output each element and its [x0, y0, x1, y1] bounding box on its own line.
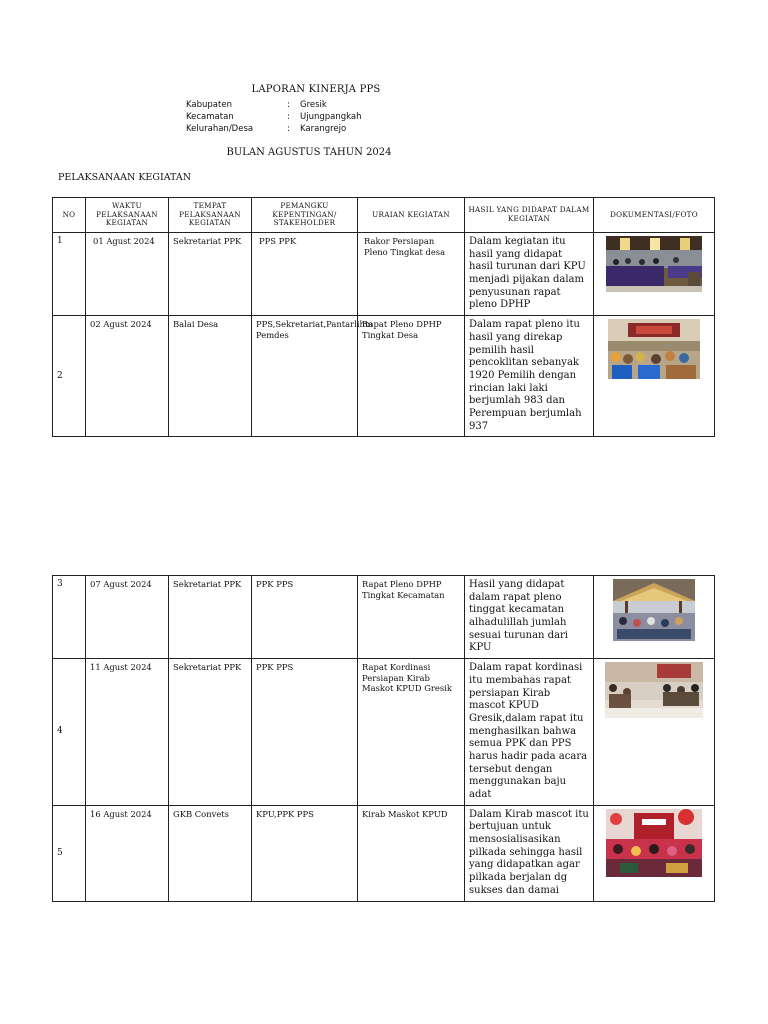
plenary-meeting-photo	[608, 319, 700, 379]
row-stakeholder: PPS PPK	[252, 233, 358, 316]
row-waktu: 01 Agust 2024	[86, 233, 169, 316]
mascot-parade-photo	[606, 809, 702, 877]
row-hasil: Dalam kegiatan itu hasil yang didapat hasil turunan dari KPU menjadi pijakan dalam penyusunan rapat pleno DPHP	[465, 233, 594, 316]
activity-table-part-1	[52, 197, 715, 437]
row-foto	[594, 805, 715, 901]
row-waktu: 11 Agust 2024	[86, 659, 169, 806]
row-uraian: Rapat Pleno DPHP Tingkat Desa	[358, 316, 465, 437]
report-title: LAPORAN KINERJA PPS	[251, 84, 381, 95]
info-label: Kabupaten	[186, 100, 232, 110]
row-tempat: Sekretariat PPK	[169, 659, 252, 806]
info-row-kecamatan: Kecamatan : Ujungpangkah	[186, 112, 362, 122]
column-header-stakeholder: PEMANGKU KEPENTINGAN/ STAKEHOLDER	[252, 198, 358, 233]
row-stakeholder: PPK PPS	[252, 659, 358, 806]
info-row-desa: Kelurahan/Desa : Karangrejo	[186, 124, 347, 134]
row-number: 4	[53, 659, 86, 806]
row-hasil: Dalam rapat kordinasi itu membahas rapat persiapan Kirab mascot KPUD Gresik,dalam rapat itu menghasilkan bahwa semua PPK dan PPS harus hadir pada acara tersebut dengan menggunakan baju adat	[465, 659, 594, 806]
row-foto	[594, 659, 715, 806]
row-stakeholder: PPK PPS	[252, 576, 358, 659]
row-number: 2	[53, 316, 86, 437]
info-label: Kecamatan	[186, 112, 234, 122]
row-uraian: Rakor Persiapan Pleno Tingkat desa	[358, 233, 465, 316]
column-header-hasil: HASIL YANG DIDAPAT DALAM KEGIATAN	[465, 198, 594, 233]
column-header-no: NO	[53, 198, 86, 233]
row-uraian: Rapat Pleno DPHP Tingkat Kecamatan	[358, 576, 465, 659]
row-hasil: Dalam Kirab mascot itu bertujuan untuk mensosialisasikan pilkada sehingga hasil yang didapatkan agar pilkada berjalan dg sukses dan damai	[465, 805, 594, 901]
activity-table-part-2	[52, 575, 715, 902]
table-row	[53, 233, 715, 316]
table-header-row	[53, 198, 715, 233]
column-header-tempat: TEMPAT PELAKSANAAN KEGIATAN	[169, 198, 252, 233]
column-header-uraian: URAIAN KEGIATAN	[358, 198, 465, 233]
row-number: 1	[53, 233, 86, 316]
table-row	[53, 805, 715, 901]
row-tempat: GKB Convets	[169, 805, 252, 901]
report-period: BULAN AGUSTUS TAHUN 2024	[226, 147, 392, 158]
row-uraian: Rapat Kordinasi Persiapan Kirab Maskot KPUD Gresik	[358, 659, 465, 806]
column-header-waktu: WAKTU PELAKSANAAN KEGIATAN	[86, 198, 169, 233]
section-heading: PELAKSANAAN KEGIATAN	[58, 172, 192, 183]
row-waktu: 02 Agust 2024	[86, 316, 169, 437]
info-label: Kelurahan/Desa	[186, 124, 254, 134]
row-uraian: Kirab Maskot KPUD	[358, 805, 465, 901]
info-value: Gresik	[300, 100, 327, 110]
pavilion-meeting-photo	[613, 579, 695, 641]
row-tempat: Sekretariat PPK	[169, 233, 252, 316]
table-row	[53, 659, 715, 806]
row-waktu: 07 Agust 2024	[86, 576, 169, 659]
table-row	[53, 316, 715, 437]
coordination-meeting-photo	[605, 662, 703, 718]
row-tempat: Balai Desa	[169, 316, 252, 437]
row-foto	[594, 316, 715, 437]
row-number: 5	[53, 805, 86, 901]
row-tempat: Sekretariat PPK	[169, 576, 252, 659]
meeting-hall-photo	[606, 236, 702, 292]
info-value: Ujungpangkah	[300, 112, 362, 122]
table-row	[53, 576, 715, 659]
row-hasil: Dalam rapat pleno itu hasil yang direkap pemilih hasil pencoklitan sebanyak 1920 Pemilih dengan rincian laki laki berjumlah 983 dan Perempuan berjumlah 937	[465, 316, 594, 437]
row-foto	[594, 576, 715, 659]
row-stakeholder: PPS,Sekretariat,Pantarlihm Pemdes	[252, 316, 358, 437]
row-waktu: 16 Agust 2024	[86, 805, 169, 901]
column-header-foto: DOKUMENTASI/FOTO	[594, 198, 715, 233]
info-row-kabupaten: Kabupaten : Gresik	[186, 100, 327, 110]
row-foto	[594, 233, 715, 316]
row-hasil: Hasil yang didapat dalam rapat pleno tinggat kecamatan alhadulillah jumlah sesuai turunan dari KPU	[465, 576, 594, 659]
row-number: 3	[53, 576, 86, 659]
region-info	[186, 99, 362, 135]
row-stakeholder: KPU,PPK PPS	[252, 805, 358, 901]
info-value: Karangrejo	[300, 124, 347, 134]
